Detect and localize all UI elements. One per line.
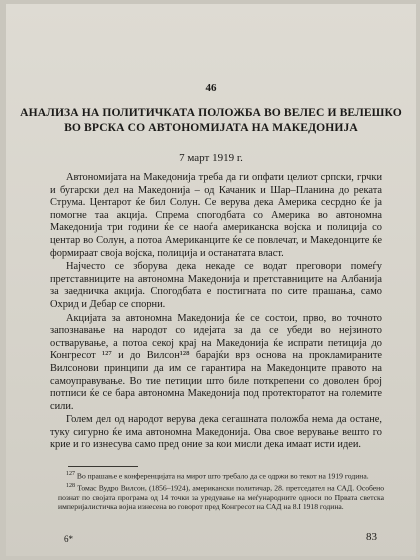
title-line-2: ВО ВРСКА СО АВТОНОМИЈАТА НА МАКЕДОНИЈА <box>64 120 358 134</box>
footnote-marker: 128 <box>66 482 75 489</box>
document-date: 7 март 1919 г. <box>179 152 243 164</box>
paragraph: Голем дел од народот верува дека сегашната положба нема да остане, туку сигурно ќе има автономна Македонија. Ова свое верување вешто го крие и го изнесува само пред оние за кои мисли дека имаат исти идеи. <box>50 414 382 451</box>
paragraph: Автономијата на Македонија треба да ги опфати целиот српски, грчки и бугарски дел на Македонија – од Качаник и Шар–Планина до реката Струма. Центарот ќе бил Солун. Се верува дека Америка сесрдно ќе ја помогне таа акција. Спрема спогодбата со Америка во автономна Македонија три години ќе се наоѓа американска војска и полиција со центар во Солун, а потоа Американците ќе се повлечат, и Македонците ќе формираат своја војска, полиција и останатата власт. <box>50 172 382 259</box>
signature-mark: 6* <box>64 534 73 544</box>
footnote-divider <box>68 466 138 467</box>
document-title <box>20 106 402 135</box>
document-number: 46 <box>205 82 217 94</box>
footnote-marker: 127 <box>66 471 75 477</box>
book-page <box>6 4 416 556</box>
paragraph: Акцијата за автономна Македонија ќе се состои, прво, во точното запознавање на народот со идејата за да се убеди во нејзиното остварување, а потоа секој крај на Македонија ќе испрати петиција до Конгресот ¹²⁷ и до Вилсон¹²⁸ барајќи врз основа на прокламираните Вилсонови принципи да им се гарантира на Македонците правото на самоуправување. Во тие петиции што биле поткрепени со доволен број потписи ќе се бара автономна Македонија под протекторатот на големите сили. <box>50 312 382 412</box>
footnote-text: Томас Вудро Вилсон, (1856–1924), американски политичар, 28. претседател на САД. Особено познат по својата програма од 14 точки за уредување на меѓународните односи по Првата светска империјалистичка војна изнесена во говорот пред Конгресот на САД на 8.I 1918 година. <box>58 483 384 512</box>
footnote-text: Во прашање е конференцијата на мирот што требало да се одржи во текот на 1919 година. <box>76 471 369 481</box>
footnotes <box>58 470 384 513</box>
footnote <box>58 470 384 481</box>
footnote <box>58 482 384 512</box>
document-body <box>50 172 382 453</box>
page-number: 83 <box>366 531 377 543</box>
paragraph: Најчесто се зборува дека некаде се водат преговори помеѓу претставниците на автономна Македонија и претставниците на Албанија за заедничка акција. Спогодбата е постигната по сите прашања, само Охрид и Дебар се спорни. <box>50 261 382 310</box>
title-line-1: АНАЛИЗА НА ПОЛИТИЧКАТА ПОЛОЖБА ВО ВЕЛЕС И ВЕЛЕШКО <box>20 106 402 119</box>
